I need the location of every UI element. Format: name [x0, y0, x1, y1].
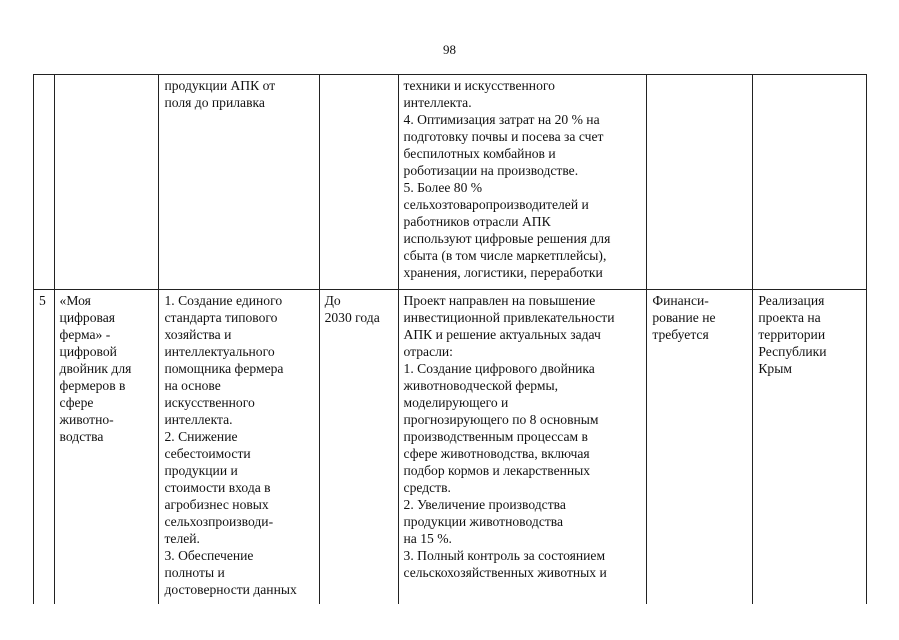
cell-note [753, 75, 867, 290]
cell-project-name [54, 75, 159, 290]
cell-number [34, 75, 55, 290]
cell-description: Проект направлен на повышение инвестиционной привлекательности АПК и решение актуальных задач отрасли: 1. Создание цифрового двойника животноводческой фермы, моделирующего и прогнозирующего по 8 основным производственным процессам в сфере животноводства, включая подбор кормов и лекарственных средств. 2. Увеличение производства продукции животноводства на 15 %. 3. Полный контроль за состоянием сельскохозяйственных животных и [398, 290, 647, 605]
cell-project-name: «Моя цифровая ферма» - цифровой двойник для фермеров в сфере животно- водства [54, 290, 159, 605]
cell-note: Реализация проекта на территории Республики Крым [753, 290, 867, 605]
cell-funding [647, 75, 753, 290]
projects-table [33, 74, 867, 604]
table-row-5 [34, 290, 867, 605]
cell-funding: Финанси- рование не требуется [647, 290, 753, 605]
cell-tasks: продукции АПК от поля до прилавка [159, 75, 319, 290]
cell-description: техники и искусственного интеллекта. 4. Оптимизация затрат на 20 % на подготовку почвы и посева за счет беспилотных комбайнов и роботизации на производстве. 5. Более 80 % сельхозтоваропроизводителей и работников отрасли АПК используют цифровые решения для сбыта (в том числе маркетплейсы), хранения, логистики, переработки [398, 75, 647, 290]
cell-deadline: До 2030 года [319, 290, 398, 605]
cell-deadline [319, 75, 398, 290]
page-number: 98 [443, 42, 456, 57]
table-row-continued [34, 75, 867, 290]
cell-tasks: 1. Создание единого стандарта типового хозяйства и интеллектуального помощника фермера на основе искусственного интеллекта. 2. Снижение себестоимости продукции и стоимости входа в агробизнес новых сельхозпроизводи- телей. 3. Обеспечение полноты и достоверности данных [159, 290, 319, 605]
cell-number: 5 [34, 290, 55, 605]
